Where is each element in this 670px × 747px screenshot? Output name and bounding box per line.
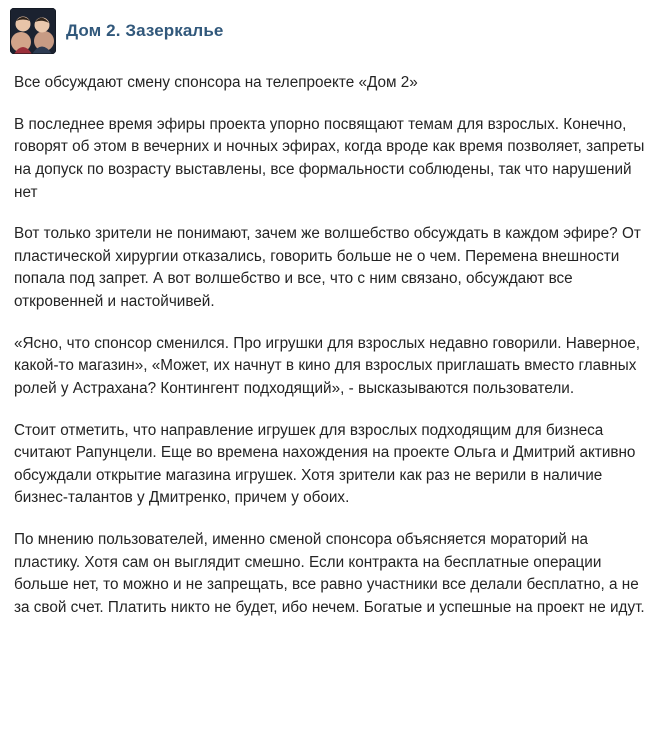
article-paragraph: В последнее время эфиры проекта упорно посвящают темам для взрослых. Конечно, говорят об этом в вечерних и ночных эфирах, когда вроде как время позволяет, запреты на допуск по возрасту выставлены, все формальности соблюдены, так что нарушений нет <box>14 115 645 201</box>
article-paragraph: Все обсуждают смену спонсора на телепроекте «Дом 2» <box>14 74 418 91</box>
avatar[interactable] <box>10 8 56 54</box>
channel-header <box>0 0 670 60</box>
article-body <box>0 60 670 620</box>
article-paragraph: Вот только зрители не понимают, зачем же волшебство обсуждать в каждом эфире? От пластической хирургии отказались, говорить больше не о чем. Перемена внешности попала под запрет. А вот волшебство и все, что с ним связано, обсуждают все откровенней и настойчивей. <box>14 225 641 310</box>
article-paragraph: По мнению пользователей, именно сменой спонсора объясняется мораторий на пластику. Хотя сам он выглядит смешно. Если контракта на бесплатные операции больше нет, то можно и не запрещать, все равно участники все делали бесплатно, а не за свой счет. Платить никто не будет, ибо нечем. Богатые и успешные на проект не идут. <box>14 531 645 616</box>
two-people-photo-avatar <box>10 8 56 54</box>
article-paragraph: Стоит отметить, что направление игрушек для взрослых подходящим для бизнеса считают Рапунцели. Еще во времена нахождения на проекте Ольга и Дмитрий активно обсуждали открытие магазина игрушек. Хотя зрители как раз не верили в наличие бизнес-талантов у Дмитренко, причем у обоих. <box>14 421 636 507</box>
channel-name[interactable]: Дом 2. Зазеркалье <box>66 20 224 40</box>
article-paragraph: «Ясно, что спонсор сменился. Про игрушки для взрослых недавно говорили. Наверное, какой-то магазин», «Может, их начнут в кино для взрослых приглашать вместо главных ролей у Астрахана? Контингент подходящий», - высказываются пользователи. <box>14 334 641 397</box>
